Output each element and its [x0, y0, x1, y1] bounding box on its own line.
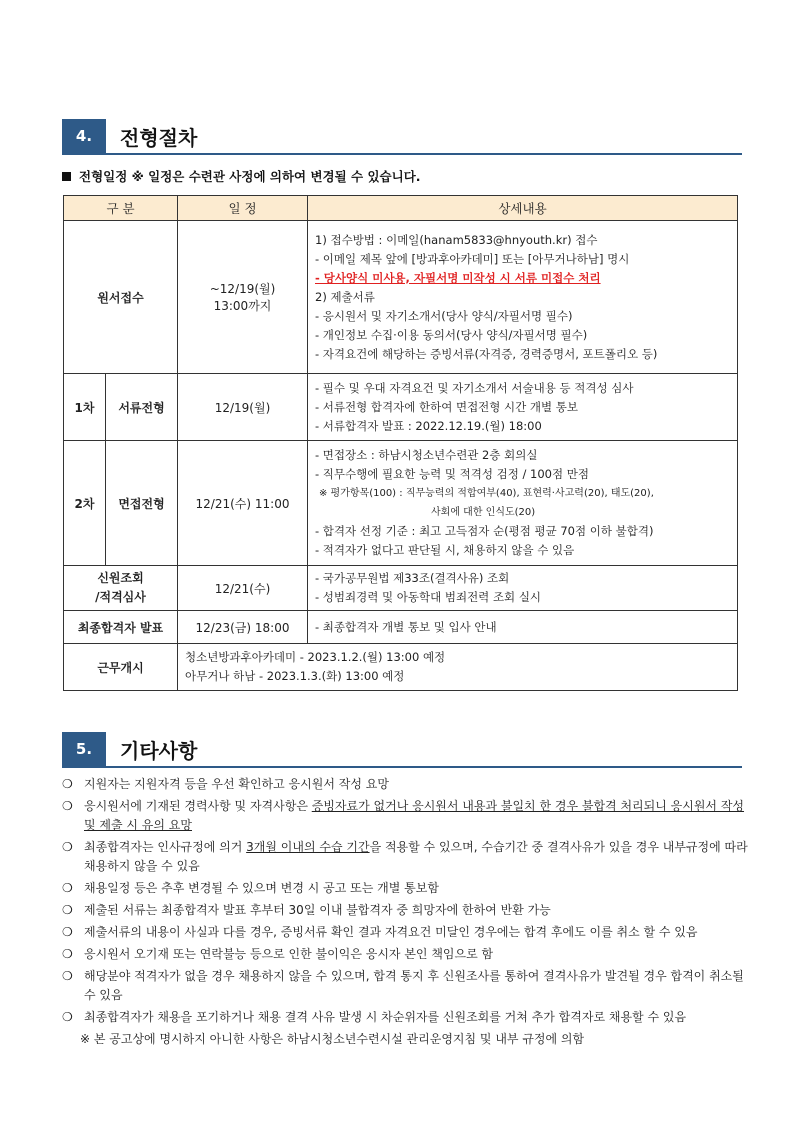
- row-details: [308, 374, 738, 441]
- circle-bullet-icon: ❍: [62, 881, 73, 895]
- schedule-note: 전형일정 ※ 일정은 수련관 사정에 의하여 변경될 수 있습니다.: [79, 169, 421, 184]
- section-5-header: [62, 728, 742, 768]
- row-date: [178, 221, 308, 374]
- footnote: ※ 본 공고상에 명시하지 아니한 사항은 하남시청소년수련시설 관리운영지침 및 내부 규정에 의함: [80, 1032, 585, 1046]
- note-text-underlined: 증빙자료가 없거나 응시원서 내용과 불일치 한 경우 불합격 처리되니 응시원서 작성 및 제출 시 유의 요망: [84, 799, 745, 832]
- notes-list: [62, 775, 752, 1049]
- label-line: 신원조회: [97, 571, 144, 585]
- detail-line: - 서류전형 합격자에 한하여 면접전형 시간 개별 통보: [315, 399, 579, 414]
- row-date: 12/21(수): [178, 566, 308, 611]
- detail-line: - 개인정보 수집·이용 동의서(당사 양식/자필서명 필수): [315, 327, 588, 342]
- table-row: [64, 374, 738, 441]
- circle-bullet-icon: ❍: [62, 903, 73, 917]
- date-line: 13:00까지: [213, 299, 272, 313]
- detail-line: 아무거나 하남 - 2023.1.3.(화) 13:00 예정: [185, 669, 405, 683]
- circle-bullet-icon: ❍: [62, 969, 73, 983]
- note-text: 최종합격자가 채용을 포기하거나 채용 결격 사유 발생 시 차순위자를 신원조회를 거쳐 추가 합격자로 채용할 수 있음: [84, 1010, 687, 1024]
- detail-line: - 국가공무원법 제33조(결격사유) 조회: [315, 571, 510, 585]
- row-details: [178, 644, 738, 691]
- circle-bullet-icon: ❍: [62, 1010, 73, 1024]
- section-number: 5.: [62, 732, 106, 766]
- circle-bullet-icon: ❍: [62, 777, 73, 791]
- date-line: ~12/19(월): [209, 282, 276, 296]
- row-label: 면접전형: [106, 441, 178, 566]
- row-stage: 2차: [64, 441, 106, 566]
- detail-line: - 적격자가 없다고 판단될 시, 채용하지 않을 수 있음: [315, 543, 575, 557]
- row-date: 12/23(금) 18:00: [178, 611, 308, 644]
- row-details: [308, 221, 738, 374]
- circle-bullet-icon: ❍: [62, 840, 73, 854]
- note-text: 해당분야 적격자가 없을 경우 채용하지 않을 수 있으며, 합격 통지 후 신원조사를 통하여 결격사유가 발견될 경우 합격이 취소될 수 있음: [84, 969, 744, 1002]
- detail-line-warning: - 당사양식 미사용, 자필서명 미작성 시 서류 미접수 처리: [315, 270, 601, 285]
- schedule-table: [63, 195, 738, 691]
- detail-line: 1) 접수방법 : 이메일(hanam5833@hnyouth.kr) 접수: [315, 232, 598, 247]
- row-label: 원서접수: [64, 221, 178, 374]
- table-row: [64, 644, 738, 691]
- row-stage: 1차: [64, 374, 106, 441]
- circle-bullet-icon: ❍: [62, 925, 73, 939]
- detail-line: - 합격자 선정 기준 : 최고 고득점자 순(평점 평균 70점 이하 불합격): [315, 524, 654, 538]
- note-text: 최종합격자는 인사규정에 의거: [84, 840, 247, 854]
- detail-line: - 서류합격자 발표 : 2022.12.19.(월) 18:00: [315, 418, 542, 433]
- table-row: [64, 566, 738, 611]
- detail-line: - 성범죄경력 및 아동학대 범죄전력 조회 실시: [315, 590, 542, 604]
- detail-line: - 응시원서 및 자기소개서(당사 양식/자필서명 필수): [315, 308, 573, 323]
- detail-line: 2) 제출서류: [315, 289, 375, 304]
- note-text: 을 적용할 수 있으며, 수습기간 중 결격사유가 있을 경우 내부규정에 따라 채용하지 않을 수 있음: [84, 840, 748, 873]
- list-item: [62, 797, 752, 835]
- row-date: 12/19(월): [178, 374, 308, 441]
- header-schedule: 일 정: [178, 196, 308, 221]
- list-item: [62, 923, 752, 942]
- detail-line: - 면접장소 : 하남시청소년수련관 2층 회의실: [315, 448, 538, 462]
- section-title: 전형절차: [120, 126, 198, 150]
- note-text-underlined: 3개월 이내의 수습 기간: [246, 840, 370, 854]
- table-row: [64, 441, 738, 566]
- detail-line: - 최종합격자 개별 통보 및 입사 안내: [315, 619, 497, 634]
- section-number: 4.: [62, 119, 106, 153]
- detail-line: - 이메일 제목 앞에 [방과후아카데미] 또는 [아무거나하남] 명시: [315, 251, 630, 266]
- note-text: 지원자는 지원자격 등을 우선 확인하고 응시원서 작성 요망: [84, 777, 389, 791]
- row-details: [308, 566, 738, 611]
- row-label: 최종합격자 발표: [64, 611, 178, 644]
- list-item: [62, 1008, 752, 1027]
- list-item: [62, 775, 752, 794]
- row-details: [308, 611, 738, 644]
- detail-line: - 자격요건에 해당하는 증빙서류(자격증, 경력증명서, 포트폴리오 등): [315, 346, 658, 361]
- detail-line: - 직무수행에 필요한 능력 및 적격성 검정 / 100점 만점: [315, 467, 589, 481]
- detail-line: - 필수 및 우대 자격요건 및 자기소개서 서술내용 등 적격성 심사: [315, 380, 634, 395]
- circle-bullet-icon: ❍: [62, 947, 73, 961]
- schedule-subheading: [62, 167, 421, 185]
- list-item: [62, 879, 752, 898]
- table-row: [64, 221, 738, 374]
- header-details: 상세내용: [308, 196, 738, 221]
- detail-line: ※ 평가항목(100) : 직무능력의 적합여부(40), 표현력·사고력(20), 태도(20),: [319, 488, 654, 499]
- note-text: 제출된 서류는 최종합격자 발표 후부터 30일 이내 불합격자 중 희망자에 한하여 반환 가능: [84, 903, 551, 917]
- detail-line: 사회에 대한 인식도(20): [431, 507, 536, 518]
- row-label: [64, 566, 178, 611]
- square-bullet-icon: [62, 172, 71, 181]
- list-item: [62, 967, 752, 1005]
- note-text: 채용일정 등은 추후 변경될 수 있으며 변경 시 공고 또는 개별 통보함: [84, 881, 439, 895]
- note-text: 응시원서 오기재 또는 연락불능 등으로 인한 불이익은 응시자 본인 책임으로 함: [84, 947, 494, 961]
- label-line: /적격심사: [95, 590, 146, 604]
- list-item: [62, 901, 752, 920]
- list-item: [62, 945, 752, 964]
- header-category: 구 분: [64, 196, 178, 221]
- row-date: 12/21(수) 11:00: [178, 441, 308, 566]
- table-header-row: [64, 196, 738, 221]
- section-4-header: [62, 115, 742, 155]
- row-label: 서류전형: [106, 374, 178, 441]
- detail-line: 청소년방과후아카데미 - 2023.1.2.(월) 13:00 예정: [185, 650, 446, 664]
- circle-bullet-icon: ❍: [62, 799, 73, 813]
- note-text: 응시원서에 기재된 경력사항 및 자격사항은: [84, 799, 312, 813]
- section-title: 기타사항: [120, 739, 198, 763]
- note-text: 제출서류의 내용이 사실과 다를 경우, 증빙서류 확인 결과 자격요건 미달인 경우에는 합격 후에도 이를 취소 할 수 있음: [84, 925, 698, 939]
- row-label: 근무개시: [64, 644, 178, 691]
- table-row: [64, 611, 738, 644]
- list-item: [62, 838, 752, 876]
- row-details: [308, 441, 738, 566]
